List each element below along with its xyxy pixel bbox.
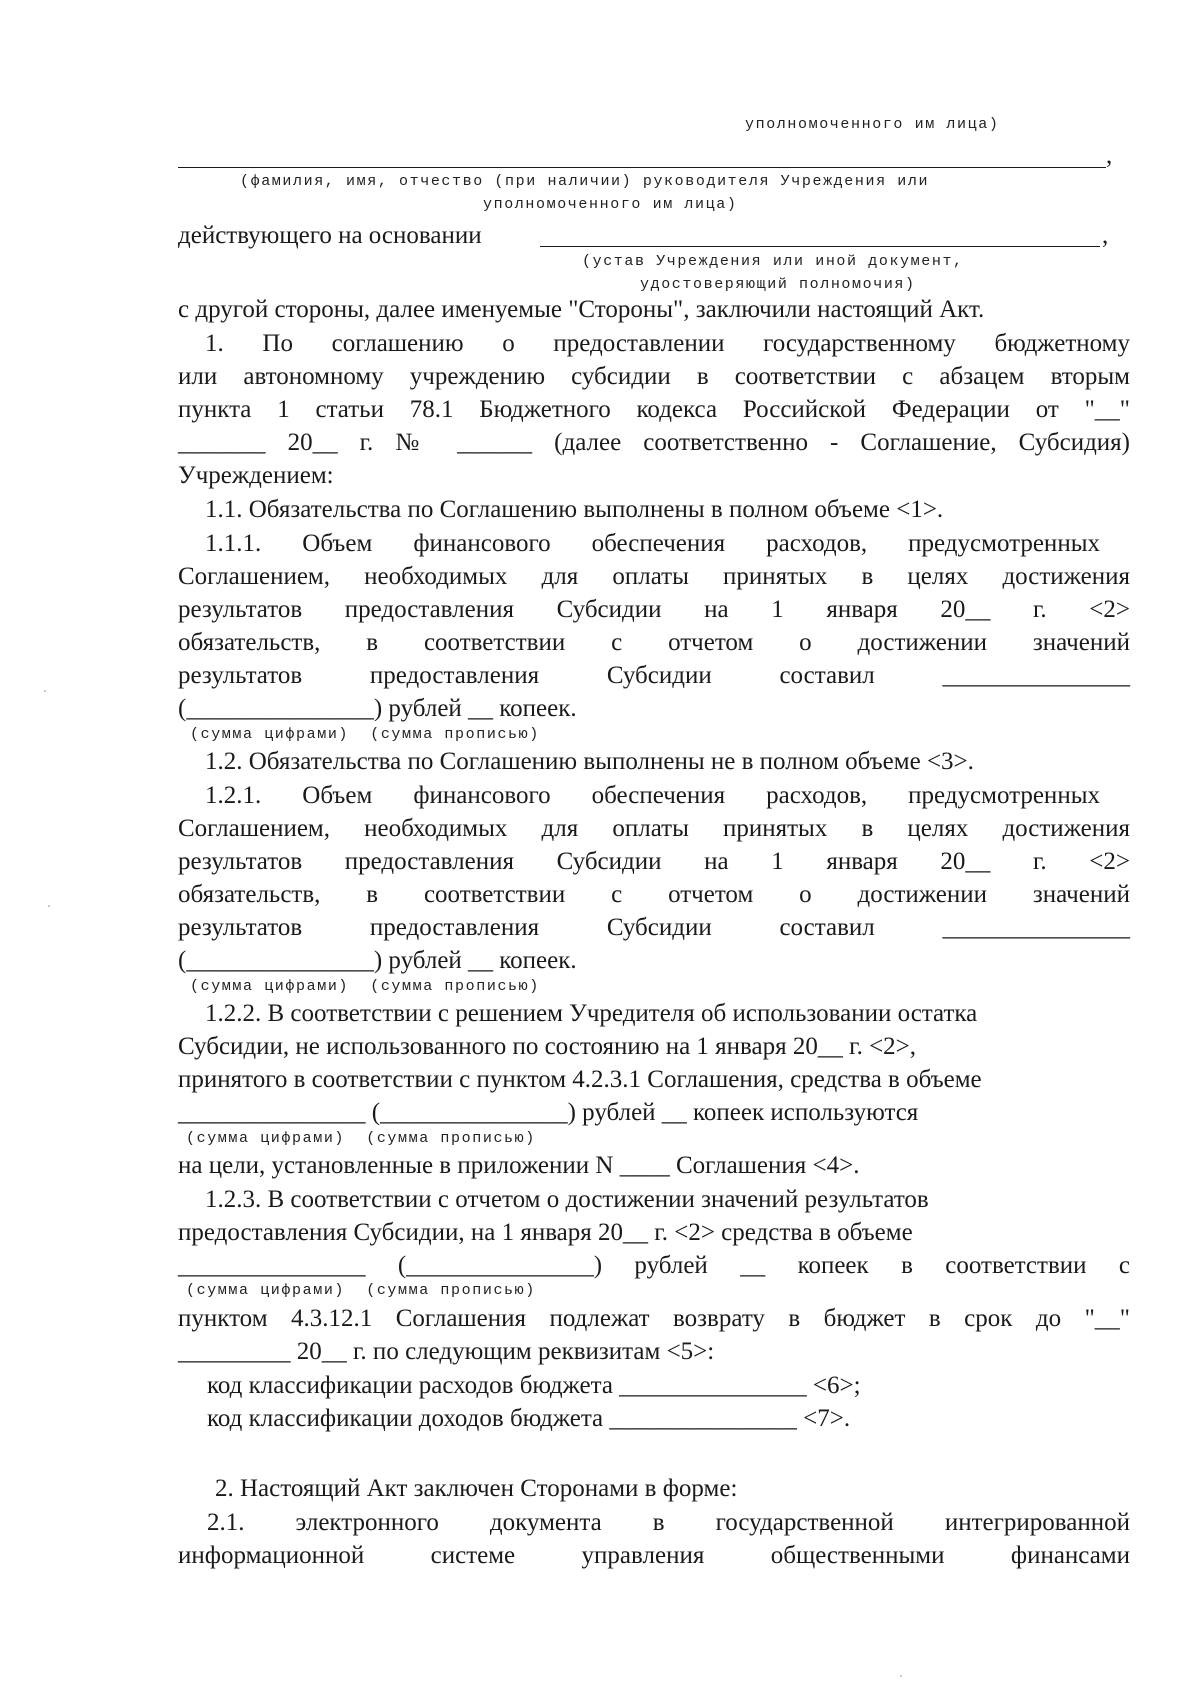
scan-speck	[48, 905, 50, 907]
clause-1-2-1-line5: результатов предоставления Субсидии составил _______________	[178, 914, 1130, 941]
paragraph-2: 2. Настоящий Акт заключен Сторонами в форме:	[215, 1475, 738, 1502]
clause-2-1-line1: 2.1. электронного документа в государственной интегрированной	[207, 1509, 1130, 1536]
clause-1-2-1-line2: Соглашением, необходимых для оплаты принятых в целях достижения	[178, 815, 1130, 842]
clause-1-2-3-line1: 1.2.3. В соответствии с отчетом о достижении значений результатов	[205, 1186, 929, 1213]
representative-name-blank	[178, 167, 1106, 168]
clause-1-2-3-line4: пунктом 4.3.12.1 Соглашения подлежат возврату в бюджет в срок до "__"	[178, 1305, 1130, 1332]
clause-1-2-3-line5: _________ 20__ г. по следующим реквизитам <5>:	[178, 1338, 715, 1365]
clause-1-1-1-line6: (_______________) рублей __ копеек.	[178, 695, 577, 722]
clause-1-1-1-line2: Соглашением, необходимых для оплаты принятых в целях достижения	[178, 563, 1130, 590]
representative-caption-line2: уполномоченного им лица)	[483, 196, 738, 213]
clause-1-1-1-line3: результатов предоставления Субсидии на 1 января 20__ г. <2>	[178, 596, 1130, 623]
clause-1-2-2-line4: _______________ (_______________) рублей __ копеек используются	[178, 1099, 919, 1126]
clause-1-2-1-line4: обязательств, в соответствии с отчетом о достижении значений	[178, 881, 1130, 908]
clause-1-2-3-line2: предоставления Субсидии, на 1 января 20__ г. <2> средства в объеме	[178, 1219, 913, 1246]
clause-2-1-line2: информационной системе управления общественными финансами	[178, 1542, 1130, 1569]
clause-1-2-2-line2: Субсидии, не использованного по состоянию на 1 января 20__ г. <2>,	[178, 1033, 917, 1060]
clause-1-2-2-line1: 1.2.2. В соответствии с решением Учредителя об использовании остатка	[205, 1000, 978, 1027]
scan-speck	[44, 690, 46, 692]
clause-1-2-3-amount-caption: (сумма цифрами) (сумма прописью)	[186, 1282, 536, 1299]
paragraph-1-line5: Учреждением:	[178, 462, 334, 489]
clause-1-2-3-line3: _______________ (_______________) рублей __ копеек в соответствии с	[178, 1252, 1130, 1279]
clause-1-2-1-amount-caption: (сумма цифрами) (сумма прописью)	[190, 978, 540, 995]
paragraph-1-line4: _______ 20__ г. № ______ (далее соответственно - Соглашение, Субсидия)	[178, 429, 1130, 456]
basis-caption-line2: удостоверяющий полномочия)	[640, 276, 916, 293]
paragraph-1-line1: 1. По соглашению о предоставлении государственному бюджетному	[205, 330, 1130, 357]
basis-caption-line1: (устав Учреждения или иной документ,	[582, 253, 964, 270]
clause-1-2-1-line3: результатов предоставления Субсидии на 1 января 20__ г. <2>	[178, 848, 1130, 875]
clause-1-1: 1.1. Обязательства по Соглашению выполнены в полном объеме <1>.	[205, 496, 944, 523]
clause-1-2-1-line6: (_______________) рублей __ копеек.	[178, 947, 577, 974]
clause-1-2-1-line1: 1.2.1. Объем финансового обеспечения расходов, предусмотренных	[205, 782, 1100, 809]
representative-caption-line1: (фамилия, имя, отчество (при наличии) руководителя Учреждения или	[240, 173, 930, 190]
clause-1-1-1-line1: 1.1.1. Объем финансового обеспечения расходов, предусмотренных	[205, 530, 1100, 557]
clause-1-1-1-line4: обязательств, в соответствии с отчетом о достижении значений	[178, 629, 1130, 656]
representative-caption-tail: уполномоченного им лица)	[745, 116, 1000, 133]
clause-1-2: 1.2. Обязательства по Соглашению выполнены не в полном объеме <3>.	[205, 748, 974, 775]
clause-1-2-2-line3: принятого в соответствии с пунктом 4.2.3.1 Соглашения, средства в объеме	[178, 1066, 982, 1093]
clause-1-2-2-amount-caption: (сумма цифрами) (сумма прописью)	[186, 1130, 536, 1147]
scan-speck	[900, 1675, 902, 1677]
clause-1-1-1-amount-caption: (сумма цифрами) (сумма прописью)	[190, 726, 540, 743]
parties-sentence: с другой стороны, далее именуемые "Стороны", заключили настоящий Акт.	[178, 296, 985, 323]
basis-comma: ,	[1102, 222, 1109, 249]
expense-classification-code: код классификации расходов бюджета _______________ <6>;	[207, 1372, 861, 1399]
representative-comma: ,	[1106, 142, 1113, 169]
acting-basis-label: действующего на основании	[178, 222, 482, 249]
paragraph-1-line2: или автономному учреждению субсидии в соответствии с абзацем вторым	[178, 363, 1130, 390]
paragraph-1-line3: пункта 1 статьи 78.1 Бюджетного кодекса Российской Федерации от "__"	[178, 396, 1130, 423]
clause-1-2-2-line5: на цели, установленные в приложении N ____ Соглашения <4>.	[178, 1152, 860, 1179]
basis-document-blank	[540, 246, 1100, 247]
clause-1-1-1-line5: результатов предоставления Субсидии составил _______________	[178, 662, 1130, 689]
income-classification-code: код классификации доходов бюджета _______________ <7>.	[207, 1405, 851, 1432]
